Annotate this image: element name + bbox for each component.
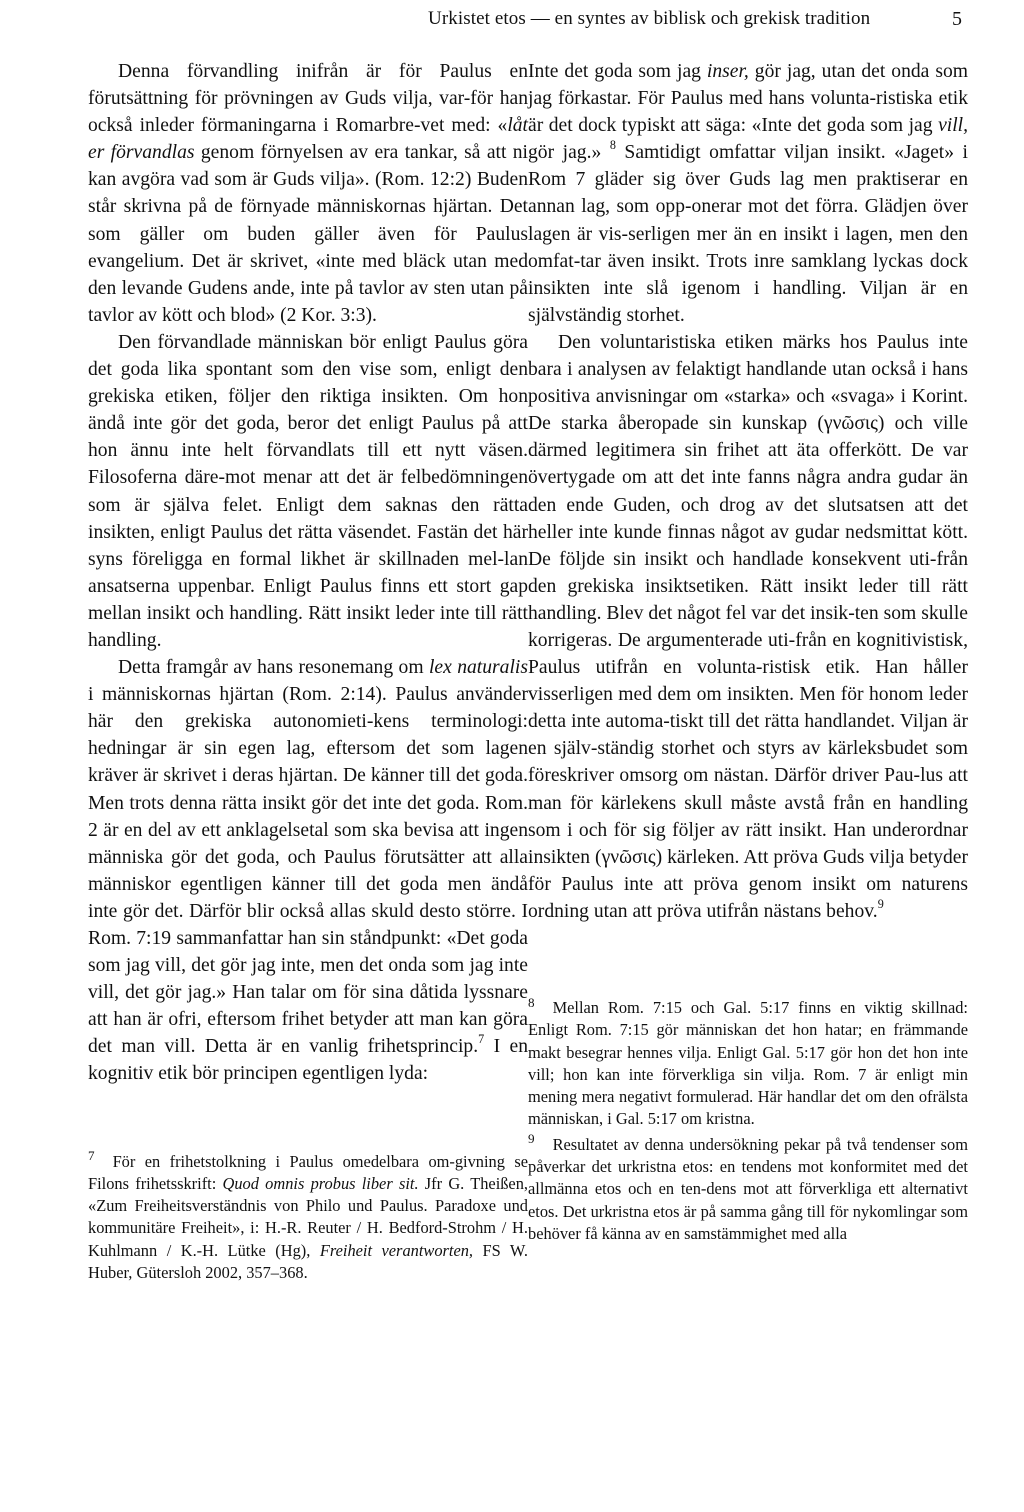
paragraph: Denna förvandling inifrån är för Paulus en förutsättning för prövningen av Guds vilja, var-för han också inleder förmaningarna i Romarbre-vet med: «låt er förvandlas genom förnyelsen av era tankar, så att ni kan avgöra vad som är Guds vilja». (Rom. 12:2) Buden står skrivna på de förnyade människornas hjärtan. Det som gäller om buden gäller även för Paulus evangelium. Det är skrivet, «inte med bläck utan med den levande Gudens ande, inte på tavlor av sten utan på tavlor av kött och blod» (2 Kor. 3:3). bbox=[88, 61, 528, 326]
paragraph: Den voluntaristiska etiken märks hos Paulus inte bara i analysen av felaktigt handlande utan också i hans positiva anvisningar om «starka» och «svaga» i Korint. De starka åberopade sin kunskap (γνῶσις) och ville därmed legitimera sin frihet att äta offerkött. De var övertygade om att det inte fanns några andra gudar än den ende Guden, och drog av det slutsatsen att det heller inte kunde finnas något av gudar nedsmittat kött. De följde sin insikt och handlade konsekvent uti-från den grekiska insiktsetiken. Rätt insikt leder till rätt handling. Blev det något fel var det insik-ten som skulle korrigeras. De argumenterade uti-från en kognitivistisk, Paulus utifrån en volunta-ristisk etik. Han håller visserligen med dem om insikten. Men för honom leder detta inte automa-tiskt till det rätta handlandet. Viljan är en själv-ständig storhet och styrs av kärleksbudet som föreskriver omsorg om nästan. Därför driver Pau-lus att man för kärlekens skull måste avstå från en handling som i och för sig följer av rätt insikt. Han underordnar insikten (γνῶσις) kärleken. Att pröva Guds vilja betyder för Paulus inte att pröva genom insikt om naturens ordning utan att pröva utifrån nästans behov.$^9$ bbox=[528, 331, 968, 922]
footnote-7: $^7$ För en frihetstolkning i Paulus omedelbara om-givning se Filons frihetsskrift: Quod omnis probus liber sit. Jfr G. Theißen, «Zum Freiheitsverständnis von Philo und Paulus. Paradoxe und kommunitäre Freiheit», i: H.-R. Reuter / H. Bedford-Strohm / H. Kuhlmann / K.-H. Lütke (Hg), Freiheit verantworten, FS W. Huber, Gütersloh 2002, 357–368. bbox=[88, 1148, 529, 1283]
running-title: Urkistet etos — en syntes av biblisk och grekisk tradition bbox=[428, 8, 871, 29]
paragraph: Detta framgår av hans resonemang om lex naturalis i människornas hjärtan (Rom. 2:14). Paulus använder här den grekiska autonomieti-kens terminologi: hedningar är sin egen lag, eftersom det som lagen kräver är skrivet i deras hjärtan. De känner till det goda. Men trots denna rätta insikt gör det inte det goda. Rom. 2 är en del av ett anklagelsetal som ska bevisa att ingen människa gör det goda, och Paulus förutsätter att alla människor egentligen känner till det goda men ändå inte gör det. Därför blir också allas skuld desto större. I Rom. 7:19 sammanfattar han sin ståndpunkt: «Det goda som jag vill, det gör jag inte, men det onda som jag inte vill, det gör jag.» Han talar om för sina dåtida lyssnare att han är ofri, eftersom frihet betyder att man kan göra det man vill. Detta är en vanlig frihetsprincip.$^7$ I en kognitiv etik bör principen egentligen lyda: bbox=[88, 657, 528, 1085]
footnote-ref-7[interactable]: 7 bbox=[478, 1032, 485, 1047]
footnote-mark: 9 bbox=[528, 1131, 535, 1147]
left-body-text bbox=[88, 58, 528, 1088]
page-header bbox=[0, 6, 1024, 36]
footnote-9: $^9$ Resultatet av denna undersökning pekar på två tendenser som påverkar det urkristna etos: en tendens mot konformitet med det allmänna etos och en ten-dens mot att förverkliga ett alternativt etos. Det urkristna etos är på samma gång till för nykomlingar som behöver få känna av en samstämmighet med alla bbox=[528, 1131, 968, 1243]
left-column bbox=[88, 58, 528, 1284]
footnote-8: $^8$ Mellan Rom. 7:15 och Gal. 5:17 finns en viktig skillnad: Enligt Rom. 7:15 gör människan det hon hatar; en främmande makt besegrar hennes vilja. Enligt Gal. 5:17 gör hon det hon inte vill; hon kan inte förverkliga sin vilja. Rom. 7 är enligt min mening mera negativt formulerad. Här handlar det om den ofrälsta människan, i Gal. 5:17 om kristna. bbox=[528, 994, 968, 1129]
right-column bbox=[528, 58, 968, 1245]
page-number: 5 bbox=[952, 8, 962, 30]
footnote-mark: 7 bbox=[88, 1148, 95, 1164]
right-body-text bbox=[528, 58, 968, 925]
paragraph: Inte det goda som jag inser, gör jag, utan det onda som jag förkastar. För Paulus med hans volunta-ristiska etik är det dock typiskt att säga: «Inte det goda som jag vill, gör jag.» $^8$ Samtidigt omfattar viljan insikt. «Jaget» i Rom 7 gläder sig över Guds lag men praktiserar en annan lag, som opp-onerar mot det förra. Glädjen över lagen är vis-serligen mer än en insikt i lagen, men den omfat-tar även insikt. Trots inre samklang lyckas dock insikten inte slå igenom i handling. Viljan är en självständig storhet. bbox=[528, 61, 968, 326]
footnote-ref-8[interactable]: 8 bbox=[609, 137, 616, 152]
paragraph: Den förvandlade människan bör enligt Paulus göra det goda lika spontant som den vise som, enligt den grekiska etiken, följer den riktiga insikten. Om hon ändå inte gör det goda, beror det enligt Paulus på att hon ännu inte helt förvandlats till ett nytt väsen. Filosoferna däre-mot menar att det är felbedömningen som är själva felet. Enligt dem saknas den rätta insikten, enligt Paulus det rätta väsendet. Fastän det här syns föreligga en formal likhet är skillnaden mel-lan ansatserna uppenbar. Enligt Paulus finns ett stort gap mellan insikt och handling. Rätt insikt leder inte till rätt handling. bbox=[88, 331, 528, 651]
footnote-ref-9[interactable]: 9 bbox=[877, 896, 884, 911]
footnote-mark: 8 bbox=[528, 994, 535, 1010]
